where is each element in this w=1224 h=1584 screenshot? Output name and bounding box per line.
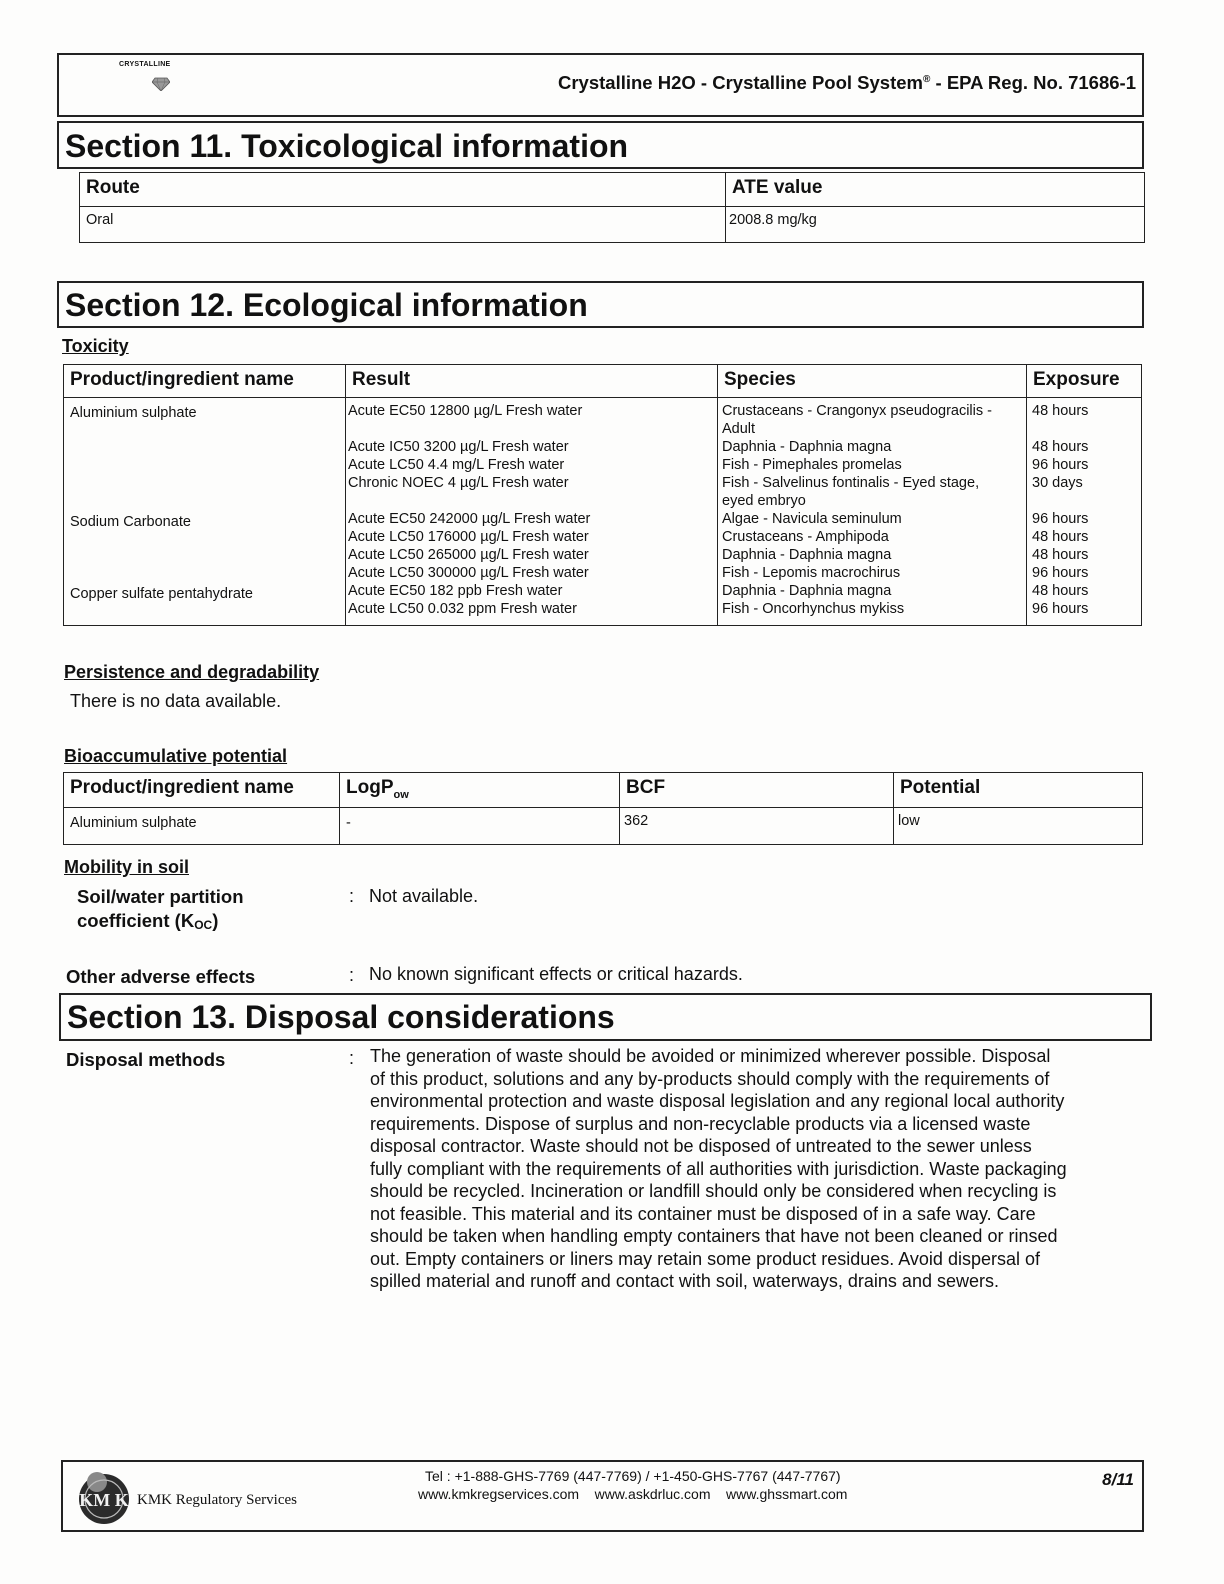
ate-header: ATE value [726,173,1145,207]
tox-name: Sodium Carbonate [70,514,191,530]
bioaccumulative-heading: Bioaccumulative potential [64,746,288,766]
disposal-line: should be taken when handling empty containers that have not been cleaned or rinsed [370,1226,1058,1246]
bio-col-name: Product/ingredient name [64,773,340,808]
tox-species: Daphnia - Daphnia magna [722,547,892,563]
section-12-title: Section 12. Ecological information [65,287,588,323]
tox-exposure: 96 hours [1032,565,1089,581]
bio-col-logpow: LogP$_{ow}$ [340,773,620,808]
tox-exposure: 48 hours [1032,583,1089,599]
tox-results-cell [346,398,718,626]
tox-result: Acute LC50 265000 µg/L Fresh water [348,547,589,563]
tox-result: Acute LC50 4.4 mg/L Fresh water [348,457,565,473]
bio-col-bcf: BCF [620,773,894,808]
tox-col-result: Result [346,365,718,398]
mobility-heading: Mobility in soil [64,857,189,877]
disposal-line: environmental protection and waste disposal legislation and any regional local authority [370,1091,1065,1111]
tox-exposure-cell [1027,398,1142,626]
tox-result: Acute IC50 3200 µg/L Fresh water [348,439,569,455]
route-header: Route [80,173,726,207]
route-cell: Oral [80,207,726,243]
tox-exposure: 96 hours [1032,511,1089,527]
bio-col-potential: Potential [894,773,1143,808]
tox-result: Acute EC50 12800 µg/L Fresh water [348,403,583,419]
persistence-heading: Persistence and degradability [64,662,320,682]
toxicity-heading: Toxicity [62,336,129,356]
tox-species: Fish - Oncorhynchus mykiss [722,601,905,617]
tox-exposure: 48 hours [1032,439,1089,455]
tox-result: Acute EC50 242000 µg/L Fresh water [348,511,591,527]
tox-result: Acute EC50 182 ppb Fresh water [348,583,563,599]
document-footer [61,1460,1144,1532]
section-11-title: Section 11. Toxicological information [65,128,629,164]
crystalline-logo [67,61,171,68]
tox-result: Acute LC50 300000 µg/L Fresh water [348,565,589,581]
disposal-line: not feasible. This material and its container must be disposed of in a safe way. Care [370,1203,1036,1224]
ate-cell: 2008.8 mg/kg [726,207,1145,243]
tox-col-species: Species [718,365,1027,398]
company-name: KMK Regulatory Services [137,1492,297,1508]
disposal-line: of this product, solutions and any by-products should comply with the requirements of [370,1068,1050,1089]
tox-exposure: 48 hours [1032,529,1089,545]
tox-col-exposure: Exposure [1027,365,1142,398]
toxicity-table [63,364,1142,626]
bioaccumulative-table [63,772,1143,845]
document-header [57,53,1144,117]
disposal-line: out. Empty containers or liners may retain some product residues. Avoid dispersal of [370,1248,1040,1269]
tox-exposure: 96 hours [1032,601,1089,617]
soil-water-colon: : [349,886,355,906]
section-11-header [57,121,1144,169]
tox-species: Crustaceans - Crangonyx pseudogracilis - Adult [722,403,992,437]
tox-species: Fish - Salvelinus fontinalis - Eyed stage, eyed embryo [722,475,980,509]
disposal-line: disposal contractor. Waste should not be disposed of untreated to the sewer unless [370,1136,1032,1156]
tox-result: Acute LC50 0.032 ppm Fresh water [348,601,577,617]
bio-name-cell: Aluminium sulphate [64,808,340,845]
kmk-logo-icon [75,1468,133,1526]
tox-species: Daphnia - Daphnia magna [722,439,892,455]
footer-web: www.kmkregservices.com www.askdrluc.com www.ghssmart.com [418,1486,848,1502]
tox-species: Algae - Navicula seminulum [722,511,902,527]
tox-names-cell [64,398,346,626]
other-effects-colon: : [349,965,355,985]
soil-water-label: Soil/water partition coefficient $(K_{OC})$ [77,886,244,932]
tox-exposure: 96 hours [1032,457,1089,473]
persistence-text: There is no data available. [70,691,282,711]
disposal-methods-label: Disposal methods [66,1049,226,1070]
bio-bcf-cell: 362 [620,808,894,845]
svg-text:KM K: KM K [79,1490,129,1510]
tox-species: Crustaceans - Amphipoda [722,529,889,545]
disposal-text [370,1045,1145,1293]
other-effects-label: Other adverse effects [66,966,256,987]
tox-species: Daphnia - Daphnia magna [722,583,892,599]
disposal-line: The generation of waste should be avoided or minimized wherever possible. Disposal [370,1046,1051,1066]
tox-species: Fish - Pimephales promelas [722,457,902,473]
section-12-header [57,281,1144,328]
tox-name: Aluminium sulphate [70,405,197,421]
disposal-line: fully compliant with the requirements of all authorities with jurisdiction. Waste packaging [370,1158,1067,1179]
bio-logpow-cell: - [340,808,620,845]
ate-table [79,172,1145,243]
tox-exposure: 48 hours [1032,547,1089,563]
tox-exposure: 48 hours [1032,403,1089,419]
soil-water-value: Not available. [369,886,479,906]
disposal-line: should be recycled. Incineration or landfill should only be considered when recycling is [370,1181,1057,1201]
tox-species: Fish - Lepomis macrochirus [722,565,901,581]
tox-result: Chronic NOEC 4 µg/L Fresh water [348,475,569,491]
tox-species-cell [718,398,1027,626]
tox-exposure: 30 days [1032,475,1083,491]
document-title: Crystalline H2O - Crystalline Pool System® - EPA Reg. No. 71686-1 [558,72,1136,93]
tox-col-name: Product/ingredient name [64,365,346,398]
bio-potential-cell: low [894,808,1143,845]
footer-tel: Tel : +1-888-GHS-7769 (447-7769) / +1-450-GHS-7767 (447-7767) [425,1468,841,1484]
disposal-line: requirements. Dispose of surplus and non-recyclable products via a licensed waste [370,1113,1031,1134]
disposal-colon: : [349,1048,355,1068]
disposal-line: spilled material and runoff and contact with soil, waterways, drains and sewers. [370,1271,999,1291]
diamond-icon [152,77,170,91]
other-effects-value: No known significant effects or critical hazards. [369,964,743,984]
tox-result: Acute LC50 176000 µg/L Fresh water [348,529,589,545]
logo-text: CRYSTALLINE [119,61,171,68]
tox-name: Copper sulfate pentahydrate [70,586,253,602]
section-13-header [59,993,1152,1041]
section-13-title: Section 13. Disposal considerations [67,999,615,1035]
page-number: 8/11 [1102,1470,1134,1489]
